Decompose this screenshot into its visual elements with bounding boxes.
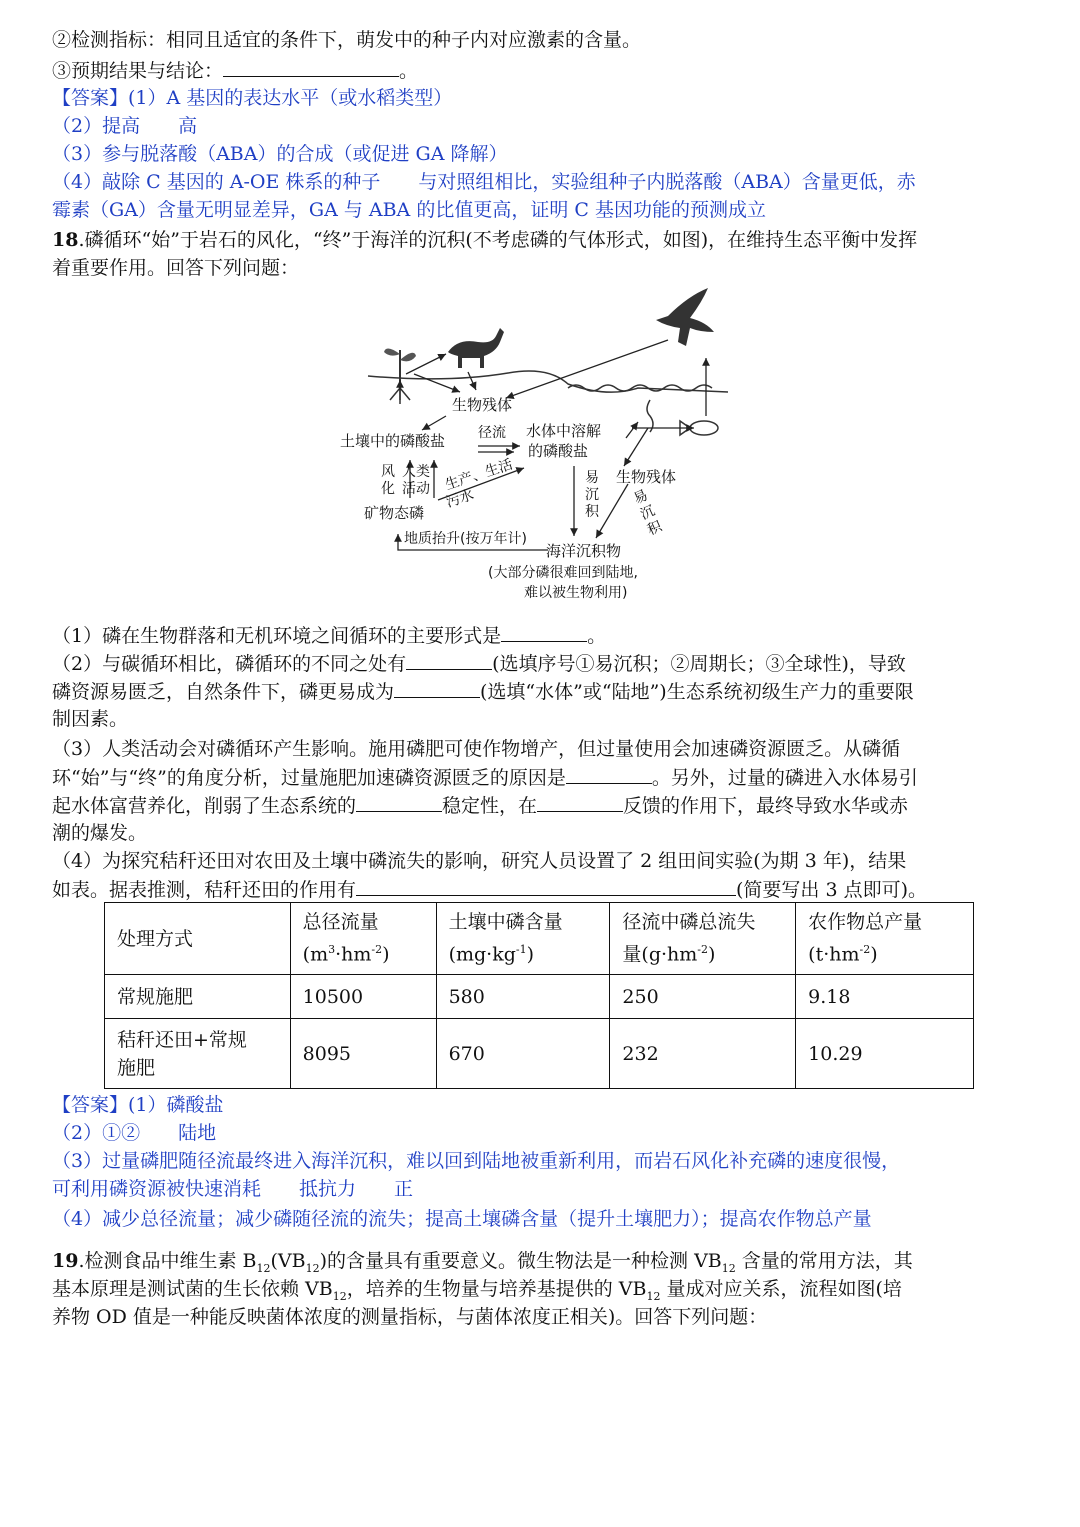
question-18-sub-3-line-2: 环“始”与“终”的角度分析，过量施肥加速磷资源匮乏的原因是 。另外，过量的磷进入水体易引 <box>52 763 918 792</box>
seaweed-icon <box>647 400 653 432</box>
table-cell: 秸秆还田+常规 施肥 <box>105 1019 291 1089</box>
label-easy-sediment-1: 易沉积 <box>585 470 599 520</box>
answer-17-line-3: （3）参与脱落酸（ABA）的合成（或促进 GA 降解） <box>52 143 508 165</box>
label-runoff: 径流 <box>478 425 506 441</box>
question-18-stem-1: 18.磷循环“始”于岩石的风化，“终”于海洋的沉积(不考虑磷的气体形式，如图)，在维持生态平衡中发挥 <box>52 229 918 251</box>
question-18-sub-1: （1）磷在生物群落和无机环境之间循环的主要形式是 。 <box>52 621 606 650</box>
table-header-cell: 农作物总产量 $(t\cdot hm^{-2})$ <box>796 903 974 975</box>
table-cell: 8095 <box>290 1019 436 1089</box>
label-production-life: 生产、生活 <box>443 456 515 494</box>
table-header-cell: 径流中磷总流失 量$(g\cdot hm^{-2})$ <box>610 903 796 975</box>
phosphorus-loss-table <box>104 902 974 1089</box>
expected-result-line: ③预期结果与结论： 。 <box>52 56 418 85</box>
label-note-1: (大部分磷很难回到陆地, <box>488 565 638 581</box>
answer-18-line-5: （4）减少总径流量；减少磷随径流的流失；提高土壤磷含量（提升土壤肥力）；提高农作物总产量 <box>52 1208 872 1230</box>
answer-17-line-1: 【答案】(1）A 基因的表达水平（或水稻类型） <box>52 87 453 109</box>
answer-18-line-3: （3）过量磷肥随径流最终进入海洋沉积，难以回到陆地被重新利用，而岩石风化补充磷的速度很慢， <box>52 1150 901 1172</box>
question-18-sub-3-line-1: （3）人类活动会对磷循环产生影响。施用磷肥可使作物增产，但过量使用会加速磷资源匮乏。从磷循 <box>52 738 901 760</box>
table-cell: 670 <box>436 1019 610 1089</box>
label-bio-residue-top: 生物残体 <box>452 396 513 414</box>
question-18-stem-2: 着重要作用。回答下列问题： <box>52 257 300 279</box>
answer-17-line-4: （4）敲除 C 基因的 A-OE 株系的种子 与对照组相比，实验组种子内脱落酸（ABA）含量更低，赤 <box>52 171 916 193</box>
label-weathering: 风化 <box>381 464 395 497</box>
label-ocean-sediment: 海洋沉积物 <box>546 542 622 560</box>
question-18-sub-4-line-2: 如表。据表推测，秸秆还田的作用有 (简要写出 3 点即可)。 <box>52 875 927 904</box>
table-header-row <box>105 903 974 975</box>
question-18-sub-2-line-3: 制因素。 <box>52 708 129 730</box>
ground-line <box>368 371 728 392</box>
label-sewage: 污水 <box>444 487 476 511</box>
answer-18-line-2: （2）①② 陆地 <box>52 1122 217 1144</box>
label-soil-phosphate: 土壤中的磷酸盐 <box>340 432 446 450</box>
table-row <box>105 1019 974 1089</box>
eagle-icon <box>656 288 714 346</box>
label-note-2: 难以被生物利用) <box>524 585 628 601</box>
question-18-sub-3-line-3: 起水体富营养化，削弱了生态系统的 稳定性，在 反馈的作用下，最终导致水华或赤 <box>52 791 908 820</box>
answer-17-line-2: （2）提高 高 <box>52 115 198 137</box>
table-header-cell: 土壤中磷含量 $(mg\cdot kg^{-1})$ <box>436 903 610 975</box>
answer-17-line-5: 霉素（GA）含量无明显差异，GA 与 ABA 的比值更高，证明 C 基因功能的预测成立 <box>52 199 766 221</box>
table-cell: 10.29 <box>796 1019 974 1089</box>
label-water-phosphate-2: 的磷酸盐 <box>528 442 589 460</box>
question-18-sub-3-line-4: 潮的爆发。 <box>52 822 148 844</box>
label-water-phosphate-1: 水体中溶解 <box>526 422 602 440</box>
answer-18-line-4: 可利用磷资源被快速消耗 抵抗力 正 <box>52 1178 414 1200</box>
question-number: 18 <box>52 229 79 251</box>
phosphorus-cycle-diagram <box>328 288 748 616</box>
label-human-activity: 人类活动 <box>402 464 430 497</box>
goat-icon <box>448 328 504 368</box>
question-19-line-3: 养物 OD 值是一种能反映菌体浓度的测量指标，与菌体浓度正相关)。回答下列问题： <box>52 1306 768 1328</box>
answer-18-line-1: 【答案】(1）磷酸盐 <box>52 1094 224 1116</box>
table-cell: 250 <box>610 975 796 1019</box>
question-19-line-2: 基本原理是测试菌的生长依赖 $VB_{12}$，培养的生物量与培养基提供的 $VB_{12}$ 量成对应关系，流程如图(培 <box>52 1278 902 1303</box>
table-cell: 580 <box>436 975 610 1019</box>
label-bio-residue-right: 生物残体 <box>616 468 677 486</box>
question-19-line-1: 19.检测食品中维生素 $B_{12}(VB_{12})$的含量具有重要意义。微生物法是一种检测 $VB_{12}$ 含量的常用方法，其 <box>52 1250 913 1275</box>
question-18-sub-2-line-1: （2）与碳循环相比，磷循环的不同之处有 (选填序号①易沉积；②周期长；③全球性)，导致 <box>52 649 906 678</box>
label-mineral-p: 矿物态磷 <box>364 504 425 522</box>
label-easy-sediment-2: 易沉积 <box>631 487 665 539</box>
detection-index-line: ②检测指标：相同且适宜的条件下，萌发中的种子内对应激素的含量。 <box>52 29 642 51</box>
table-cell: 10500 <box>290 975 436 1019</box>
table-cell: 9.18 <box>796 975 974 1019</box>
table-cell: 常规施肥 <box>105 975 291 1019</box>
table-row <box>105 975 974 1019</box>
question-number: 19 <box>52 1250 79 1272</box>
table-header-cell: 总径流量 $(m^3\cdot hm^{-2})$ <box>290 903 436 975</box>
table-cell: 232 <box>610 1019 796 1089</box>
table-header-cell: 处理方式 <box>105 903 291 975</box>
question-18-sub-2-line-2: 磷资源易匮乏，自然条件下，磷更易成为 (选填“水体”或“陆地”)生态系统初级生产力的重要限 <box>52 677 914 706</box>
question-18-sub-4-line-1: （4）为探究秸秆还田对农田及土壤中磷流失的影响，研究人员设置了 2 组田间实验(为期 3 年)，结果 <box>52 850 907 872</box>
label-geo-uplift: 地质抬升(按万年计) <box>404 531 527 547</box>
